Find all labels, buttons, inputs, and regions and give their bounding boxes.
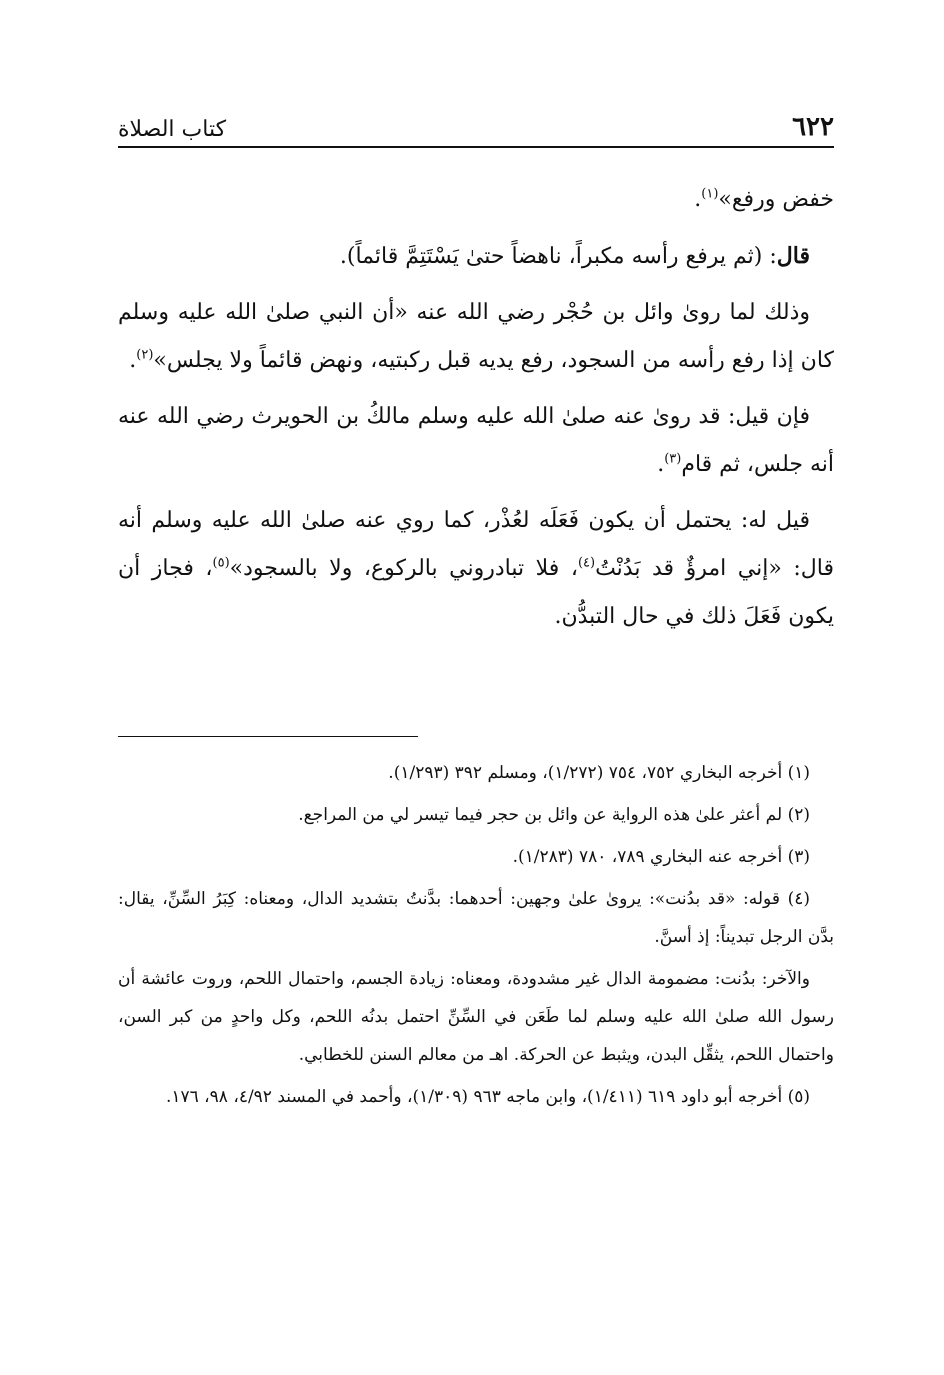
paragraph-5: [118, 497, 834, 641]
footnote-ref-4: (٤): [577, 555, 596, 571]
footnote-3: (٣) أخرجه عنه البخاري ٧٨٩، ٧٨٠ (١/٢٨٣).: [512, 847, 810, 867]
paragraph-3-end: .: [129, 348, 137, 373]
paragraph-3: [118, 289, 834, 385]
footnote-ref-1: (١): [701, 186, 719, 202]
footnote-divider: [118, 736, 418, 737]
qala-label: قال: [776, 243, 810, 269]
paragraph-2-text: : (ثم يرفع رأسه مكبراً، ناهضاً حتىٰ يَسْتَتِمَّ قائماً).: [339, 244, 777, 269]
paragraph-5-text-c: ، فجاز أن يكون فَعَلَ ذلك في حال التبدُّن.: [118, 556, 834, 629]
page-number: ٦٢٢: [792, 112, 834, 142]
paragraph-1-end: .: [694, 187, 702, 212]
paragraph-5-text-b: ، فلا تبادروني بالركوع، ولا بالسجود»: [229, 556, 578, 581]
footnote-4-continued: والآخر: بدُنت: مضمومة الدال غير مشدودة، ومعناه: زيادة الجسم، واحتمال اللحم، وروت عائشة أن رسول الله صلىٰ الله عليه وسلم لما طَعَن في السِّنِّ احتمل بدنُه اللحم، وكل واحدٍ من كبر السن، واحتمال اللحم، يثقِّل البدن، ويثبط عن الحركة. اهـ من معالم السنن للخطابي.: [118, 969, 834, 1065]
paragraph-2: [118, 232, 834, 281]
paragraph-1-text: خفض ورفع»: [718, 187, 834, 212]
footnote-ref-3: (٣): [664, 451, 682, 467]
paragraph-3-text: وذلك لما رویٰ وائل بن حُجْر رضي الله عنه «أن النبي صلىٰ الله عليه وسلم كان إذا رفع رأسه من السجود، رفع يديه قبل ركبتيه، ونهض قائماً ولا يجلس»: [118, 300, 834, 373]
paragraph-4-text: فإن قيل: قد رویٰ عنه صلىٰ الله عليه وسلم مالكُ بن الحويرث رضي الله عنه أنه جلس، ثم قام: [118, 404, 834, 477]
footnote-ref-2: (٢): [136, 347, 154, 363]
main-text: [118, 176, 834, 641]
running-title: كتاب الصلاة: [118, 117, 227, 142]
page-header: [118, 104, 834, 148]
paragraph-4-end: .: [657, 452, 665, 477]
page: [118, 104, 834, 1107]
footnote-5: (٥) أخرجه أبو داود ٦١٩ (١/٤١١)، وابن ماجه ٩٦٣ (١/٣٠٩)، وأحمد في المسند ٤/٩٢، ٩٨، ١٧٦.: [165, 1087, 810, 1107]
footnotes: [118, 754, 834, 1120]
paragraph-4: [118, 393, 834, 489]
paragraph-1: [118, 176, 834, 224]
paragraph-5-text-a: قيل له: يحتمل أن يكون فَعَلَه لعُذْر، كما روي عنه صلىٰ الله عليه وسلم أنه قال: «إني امرؤٌ قد بَدُنْتُ: [118, 508, 834, 581]
footnote-1: (١) أخرجه البخاري ٧٥٢، ٧٥٤ (١/٢٧٢)، ومسلم ٣٩٢ (١/٢٩٣).: [388, 763, 810, 783]
footnote-4: (٤) قوله: «قد بدُنت»: يروىٰ علىٰ وجهين: أحدهما: بدَّنتُ بتشديد الدال، ومعناه: كِبَرُ السِّنِّ، يقال: بدَّن الرجل تبديناً: إذ أسنَّ.: [118, 889, 834, 947]
footnote-2: (٢) لم أعثر علىٰ هذه الرواية عن وائل بن حجر فيما تيسر لي من المراجع.: [298, 805, 810, 825]
footnote-ref-5: (٥): [212, 555, 230, 571]
